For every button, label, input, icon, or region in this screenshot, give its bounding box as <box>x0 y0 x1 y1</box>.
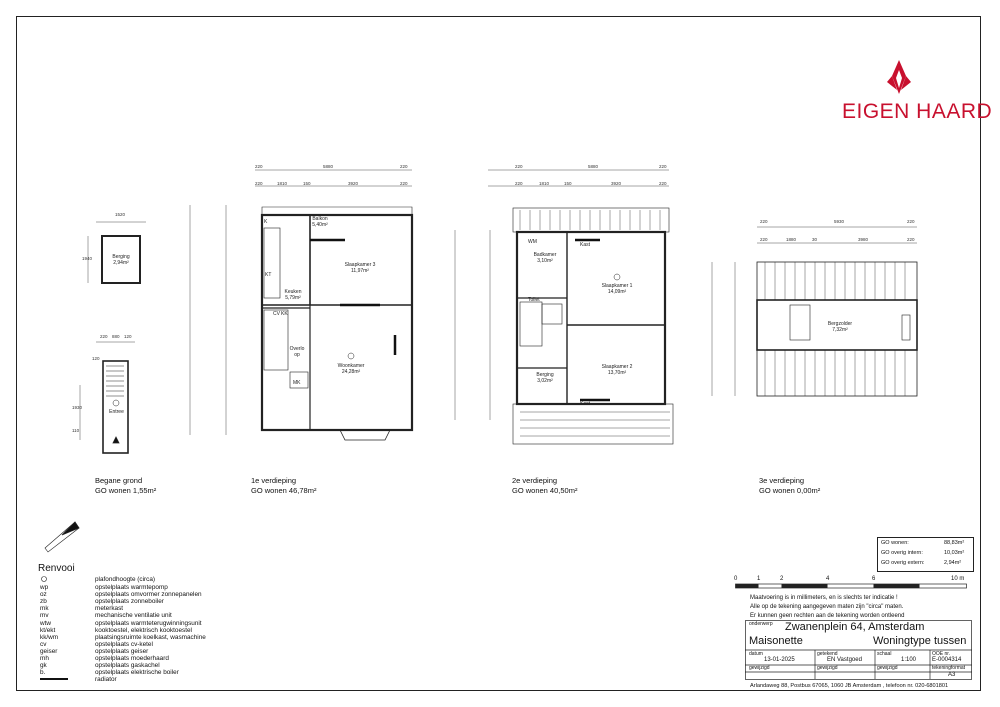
dimension: 3920 <box>348 181 359 186</box>
summary-label: GO overig intern: <box>881 550 923 556</box>
dimension: 1810 <box>539 181 550 186</box>
dimension: 220 <box>515 164 523 169</box>
room-label: Kast <box>580 242 591 248</box>
ooe-value: E-0004314 <box>932 657 962 663</box>
dimension: 5880 <box>323 164 334 169</box>
format-value: A3 <box>948 672 956 678</box>
schaal-value: 1:100 <box>901 657 917 663</box>
datum-value: 13-01-2025 <box>764 657 795 663</box>
dimension: 220 <box>515 181 523 186</box>
dimension: 220 <box>400 164 408 169</box>
footer-address: Arlandaweg 88, Postbus 67065, 1060 JB Amsterdam , telefoon nr. 020-6801801 <box>750 683 949 689</box>
dimension: 1880 <box>786 237 797 242</box>
housing-subtype: Woningtype tussen <box>873 635 967 647</box>
scale-tick: 2 <box>780 576 784 582</box>
dimension: 880 <box>112 334 120 339</box>
getekend-value: EN Vastgoed <box>827 657 862 663</box>
room-label: Bergzolder 7,32m² <box>827 321 853 333</box>
summary-label: GO overig extern: <box>881 560 925 566</box>
scale-tick: 6 <box>872 576 876 582</box>
room-label: Slaapkamer 3 11,97m² <box>344 262 376 274</box>
dimension: 220 <box>659 164 667 169</box>
room-label: Balkon 5,40m² <box>312 216 328 228</box>
dimension: 120 <box>92 356 100 361</box>
scale-tick: 0 <box>734 576 738 582</box>
room-label: Slaapkamer 2 13,70m² <box>601 364 633 376</box>
dimension: 1520 <box>115 212 126 217</box>
floor-caption: 2e verdieping GO wonen 40,50m² <box>512 476 578 495</box>
dimension: 220 <box>255 181 263 186</box>
company-logo-text: EIGEN HAARD <box>842 100 993 123</box>
summary-label: GO wonen: <box>881 540 909 546</box>
scale-tick: 1 <box>757 576 761 582</box>
dimension: 220 <box>760 237 768 242</box>
summary-value: 2,94m² <box>944 560 962 566</box>
fixture-label: KK <box>281 311 288 317</box>
room-label: Kast <box>580 401 591 407</box>
room-label: Keuken 5,79m² <box>284 289 302 301</box>
dimension: 150 <box>564 181 572 186</box>
dimension: 220 <box>907 237 915 242</box>
ooe-label: OOE nr. <box>932 651 951 657</box>
dimension: 3920 <box>611 181 622 186</box>
scale-tick: 4 <box>826 576 830 582</box>
scale-bar <box>735 583 970 591</box>
dimension: 5880 <box>588 164 599 169</box>
schaal-label: schaal <box>877 651 892 657</box>
dimension: 110 <box>72 428 80 433</box>
fixture-label: MK <box>293 380 301 386</box>
room-label: Toilet <box>528 297 540 303</box>
floor-caption: Begane grond GO wonen 1,55m² <box>95 476 157 495</box>
address-title: Zwanenplein 64, Amsterdam <box>785 621 925 633</box>
dimension: 120 <box>124 334 132 339</box>
floor-caption: 1e verdieping GO wonen 46,78m² <box>251 476 317 495</box>
dimension: 30 <box>812 237 818 242</box>
dimension: 5930 <box>834 219 845 224</box>
dimension: 220 <box>100 334 108 339</box>
fixture-label: KT <box>265 272 272 278</box>
room-label: Overloop <box>289 346 305 358</box>
scale-tick: 10 m <box>951 576 965 582</box>
dimension: 1810 <box>277 181 288 186</box>
room-label: Berging 2,94m² <box>112 254 130 266</box>
fixture-label: K <box>264 219 268 225</box>
legend-title: Renvooi <box>38 563 75 574</box>
dimension: 220 <box>659 181 667 186</box>
housing-type: Maisonette <box>749 635 803 647</box>
dimension: 220 <box>255 164 263 169</box>
room-label: Entree <box>109 409 124 415</box>
notes: Maatvoering is in millimeters, en is slechts ter indicatie ! Alle op de tekening aangegeven maten zijn "circa" maten. Er kunnen geen rechten aan de tekening worden ontleend <box>750 595 905 619</box>
room-label: Berging 3,02m² <box>536 372 554 384</box>
fixture-label: WM <box>528 239 537 245</box>
format-label: tekeningformat <box>932 665 966 671</box>
gewijzigd-label: gewijzigd <box>817 665 838 671</box>
legend: plafondhoogte (circa) wp opstelplaats warmtepomp oz opstelplaats omvormer zonnepanelen zb opstelplaats zonneboiler mk meterkast mv mechanische ventilatie unit wtw opstelplaats warmteterugwinningsunit kt/ekt kooktoestel, elektrisch kooktoestel kk/wm plaatsingsruimte koelkast, wasmachine cv opstelplaats cv-ketel geiser opstelplaats geiser mh opstelplaats moederhaard gk opstelplaats gaskachel b. opstelplaats elektrische boiler radiator <box>40 576 206 684</box>
floor-caption: 3e verdieping GO wonen 0,00m² <box>759 476 821 495</box>
onderwerp-label: onderwerp <box>749 621 773 627</box>
room-label: Badkamer 3,10m² <box>533 252 557 264</box>
fixture-label: CV <box>273 311 280 317</box>
summary-value: 10,03m² <box>944 550 965 556</box>
dimension: 3980 <box>858 237 869 242</box>
dimension: 1940 <box>82 256 93 261</box>
dimension: 150 <box>303 181 311 186</box>
radiator-line-icon <box>40 676 70 682</box>
summary-value: 88,83m² <box>944 540 965 546</box>
dimension: 220 <box>400 181 408 186</box>
datum-label: datum <box>749 651 763 657</box>
dimension: 220 <box>907 219 915 224</box>
room-label: Slaapkamer 1 14,09m² <box>601 283 633 295</box>
ceiling-height-icon <box>40 576 50 582</box>
room-label: Woonkamer 24,28m² <box>337 363 365 375</box>
gewijzigd-label: gewijzigd <box>749 665 770 671</box>
dimension: 220 <box>760 219 768 224</box>
gewijzigd-label: gewijzigd <box>877 665 898 671</box>
getekend-label: getekend <box>817 651 838 657</box>
dimension: 1930 <box>72 405 83 410</box>
